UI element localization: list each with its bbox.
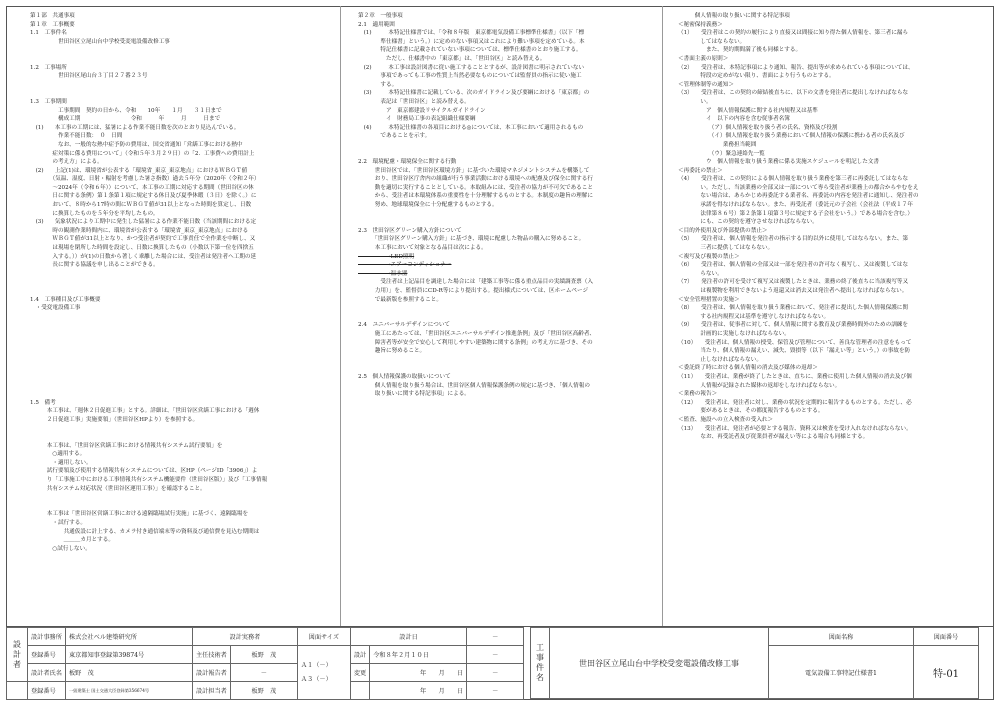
spec-column-1	[30, 12, 326, 622]
spec-line: 世田谷区尾山台３丁目２７番２３号	[30, 73, 148, 80]
spec-line: ＜書面主義の原則＞	[678, 55, 729, 62]
spec-line: 構成工期 令和 年 月 日まで	[30, 116, 221, 123]
spec-line: （ア）個人情報を取り扱う者の氏名、資格及び役割	[678, 124, 838, 131]
designer-label: 設計者	[7, 628, 28, 682]
reg-label: 登録番号	[28, 646, 66, 664]
spec-line: おり、世田谷区庁舎内の組織が行う事業活動における環境への配慮及び保全に関する行	[358, 176, 593, 183]
spec-line: ・適用しない。	[30, 459, 92, 466]
spec-line	[358, 141, 648, 150]
spec-line: （5） 受注者は、個人情報を発注者の指示する目的以外に使用してはならない。また、第	[678, 236, 909, 243]
spec-line	[358, 364, 648, 373]
spec-line: 当たり、個人情報の漏えい、減失、毀損等（以下「漏えい等」という。）の事故を防	[678, 348, 911, 355]
spec-line: →温水器	[358, 270, 408, 277]
spec-line	[30, 373, 326, 382]
spec-line: 1.4 工事種目及び工事概要	[30, 296, 101, 303]
spec-line: ＿＿＿カ月とする。	[30, 537, 114, 544]
spec-line: に換算したものを５年分を平均したもの。	[30, 210, 159, 217]
spec-line: 本工事において対象となる品目は次による。	[358, 245, 487, 252]
spec-line: ・試行する。	[30, 520, 86, 527]
spec-line	[30, 347, 326, 356]
spec-line: 作業不能日数： ０ 日間	[30, 133, 123, 140]
spec-column-3	[678, 12, 976, 622]
spec-line: ＜管理体制等の通知＞	[678, 81, 734, 88]
spec-line: （12） 受注者は、発注者に対し、業務の状況を定期的に報告するものとする。ただし、必	[678, 399, 912, 406]
spec-line: 業務担当範囲	[678, 141, 757, 148]
spec-line: は現場を閉所した時間を設定し、日数に換算したもの（小数以下第一位を四捨五	[30, 245, 254, 252]
design-date: 令和８年２月１０日	[370, 646, 467, 664]
spec-line: 特記仕様書に記載されていない事項については、標準仕様書のとおり施工する。	[358, 47, 582, 54]
blank-dash: －	[467, 682, 524, 700]
drawing-name: 電気設備工事特記仕様書1	[769, 646, 914, 699]
spec-line: なお、一般的な熱中症予防の費用は、国交省通知「営繕工事における熱中	[30, 141, 243, 148]
spec-line: 個人情報を取り扱う場合は、世田谷区個人情報保護条例の規定に基づき、「個人情報の	[358, 382, 590, 389]
spec-line: イ 以下の内容を含む従事者名簿	[678, 116, 790, 123]
spec-line: なお、再受託者及び従業員者が漏えい等による場合も同様とする。	[678, 434, 869, 441]
designer-name-label: 設計者氏名	[28, 664, 66, 682]
spec-line	[358, 210, 648, 219]
spec-line: 動を適切に実行することとしている。本取組みには、受注者の協力が不可欠であること	[358, 184, 593, 191]
change-label: 変更	[350, 664, 369, 682]
date-header: 設計日	[350, 628, 466, 646]
work-name: 世田谷区立尾山台中学校受変電設備改修工事	[550, 628, 769, 699]
spec-line: （7） 発注者の許可を受けて複写又は複製したときは、業務の終了後直ちに当該複写等又	[678, 279, 909, 286]
spec-line: 施工にあたっては、「世田谷区ユニバーサルデザイン推進条例」及び「世田谷区高齢者、	[358, 330, 596, 337]
spec-line: 本工事は、「世田谷区営繕工事における情報共有システム試行要領」を	[30, 442, 223, 449]
spec-line: は複製物を利用できないよう返還又は消去又は発注者へ提出しなければならない。	[678, 288, 908, 294]
owner-name: －	[230, 664, 297, 682]
design-label: 設計	[350, 646, 369, 664]
spec-line: イ 財務局工事の表記組織仕様要綱	[358, 116, 476, 123]
spec-line: （9） 受注者は、従事者に対して、個人情報に関する教育及び業務時間外のための訓練を	[678, 322, 908, 329]
spec-line	[358, 304, 648, 313]
spec-line: 努め、地球環境保全に十分配慮するものとする。	[358, 202, 498, 209]
spec-line: から、受注者は本環境体系の重要性を十分理解するものとする。本制度の趣旨の理解に	[358, 193, 593, 200]
drawing-no: 特-01	[914, 646, 979, 699]
spec-line: 1.1 工事件名	[30, 30, 67, 37]
spec-line: ＜秘密保持義務＞	[678, 21, 723, 28]
spec-line	[30, 278, 326, 287]
spec-line: →LED照明	[358, 253, 415, 260]
owner-label: 設計報告者	[192, 664, 230, 682]
spec-line	[30, 382, 326, 391]
spec-line	[358, 218, 648, 227]
spec-line: 長に関する協議を申し出ることができる。	[30, 262, 159, 269]
spec-line: で最新版を参照すること。	[358, 296, 442, 303]
spec-line	[30, 493, 326, 502]
spec-line: ＷＢＧＴ値が31以上となり、かつ受注者が契約で工事責任で全作業を中断し、又	[30, 236, 256, 243]
designer-table	[6, 627, 524, 700]
change-dash: －	[467, 664, 524, 682]
spec-line	[30, 321, 326, 330]
spec-line: 1.3 工事期間	[30, 98, 67, 105]
spec-line: ただし、仕様書中の「東京都」は、「世田谷区」と読み替える。	[358, 55, 546, 62]
reg2-label: 登録番号	[28, 682, 66, 700]
drawing-name-label: 図面名称	[769, 628, 914, 646]
spec-line	[30, 364, 326, 373]
spec-line: 事項であっても工事の性質上当然必要なものについては監督員の指示に従い施工	[358, 73, 582, 80]
spec-line: 本工事は「世田谷区営繕工事における遠隔臨場試行実施」に基づく、遠隔臨場を	[30, 511, 249, 518]
spec-column-2	[358, 12, 648, 622]
spec-line: ・受変電設備工事	[30, 305, 81, 312]
spec-line: （6） 受注者は、個人情報の全部又は一部を発注者の許可なく複写し、又は複製してはな	[678, 262, 909, 269]
spec-line: 工事期間 契約の日から、令和 10年 １月 ３１日まで	[30, 107, 222, 114]
spec-line: 計画的に実施しなければならない。	[678, 330, 790, 337]
work-table	[530, 627, 979, 699]
spec-line: ＜安全管理措置の実施＞	[678, 296, 740, 303]
spec-line: してはならない。	[678, 38, 746, 45]
spec-line: 力用）」を、監督員にCD-R等により提出する。提出様式については、区ホームページ	[358, 288, 589, 294]
spec-line: り「工事施工中における工事情報共有システム機能要件（世田谷区版）」及び「工事情報	[30, 477, 268, 484]
spec-line: 時の観測作業時間内に、環境省が公表する「環境省_東京_東京地点」における	[30, 227, 249, 234]
chief-label: 主任技術者	[192, 646, 230, 664]
spec-line: また、契約期間満了後も同様とする。	[678, 47, 802, 54]
spec-line	[30, 89, 326, 98]
spec-line: 取り扱いに関する特記事項」による。	[358, 391, 470, 398]
spec-line: 2.5 個人情報保護の取扱いについて	[358, 373, 451, 380]
spec-line	[30, 81, 326, 90]
size-a3: Ａ３（－）	[300, 675, 332, 683]
spec-line: おいて、８時から17時の間にＷＢＧＴ値が31以上となった時間を算定し、日数	[30, 202, 252, 209]
spec-line: ２日促進工事」実施要領」（世田谷区HPより）を参照する。	[30, 416, 199, 423]
spec-line: する。	[358, 81, 398, 88]
change-date: 年 月 日	[370, 664, 467, 682]
spec-line: (3) 気象状況により工期中に発生した猛暑による作業不能日数（当該期間における定	[30, 219, 257, 226]
spec-line	[358, 150, 648, 159]
spec-line: 止しなければならない。	[678, 356, 762, 363]
spec-line: （4） 受注者は、この契約による個人情報を取り扱う業務を第三者に再委託してはならな	[678, 176, 909, 183]
spec-line: 第２章 一般事項	[358, 13, 403, 19]
spec-line: ア 個人情報保護に関する社内規程又は基準	[678, 107, 818, 114]
spec-line	[358, 313, 648, 322]
spec-line: (3) 本特記仕様書に記載している、次のガイドライン及び要綱における「東京都」の	[358, 90, 590, 97]
date-header-value: －	[467, 628, 524, 646]
spec-line: 人情報が記録された媒体の返却をしなければならない。	[678, 382, 841, 389]
title-block	[6, 626, 994, 701]
reg-no: 東京都知事登録第39874号	[65, 646, 192, 664]
spec-line: (1) 本特記仕様書では、「令和８年版 東京都電気設備工事標準仕様書」（以下「標	[358, 30, 585, 37]
designer-name: 板野 茂	[65, 664, 192, 682]
spec-line: にも、この契約を遵守させなければならない。	[678, 219, 818, 226]
spec-line	[30, 287, 326, 296]
spec-line: （2） 受注者は、本特記事項により通知、報告、提出等が求められている事項については、	[678, 64, 914, 71]
spec-line: 1.5 備考	[30, 399, 56, 406]
spec-line: （13） 受注者は、発注者が必要とする報告、資料又は検査を受け入れなければならない。	[678, 425, 912, 432]
spec-line: 症対策に係る費用について」（令和５年３月２９日）の「2．工事費への費用計上	[30, 150, 255, 157]
size-header: 図面サイズ	[297, 628, 350, 646]
spec-line	[30, 46, 326, 55]
spec-line: ＜目的外使用及び外部提供の禁止＞	[678, 227, 768, 234]
spec-line: 本工事は、「週休２日促進工事」とする。詳細は、「世田谷区営繕工事における「週休	[30, 408, 260, 415]
charge-name: 板野 茂	[230, 682, 297, 700]
spec-line: 要があるときは、その都度報告するものとする。	[678, 408, 824, 415]
spec-line: （8） 受注者は、個人情報を取り扱う業務において、発注者に提出した個人情報保護に関	[678, 305, 908, 312]
spec-line: 準仕様書」という。）に定めのない事項又はこれにより難い事項を定めている。本	[358, 38, 585, 45]
spec-line: （イ）個人情報を取り扱う業務において個人情報の保護に携わる者の氏名及び	[678, 133, 905, 140]
spec-line: 日に関する条例）第１条第１項に規定する休日及び夏季休暇（３日）を除く。）に	[30, 193, 257, 200]
spec-line: ＜複写及び複製の禁止＞	[678, 253, 740, 260]
spec-line: （10） 受注者は、個人情報の授受、保管及び管理について、善良な管理者の注意をもって	[678, 339, 912, 346]
spec-line: （11） 受注者は、業務が終了したときは、直ちに、業務に使用した個人情報の消去及び個	[678, 373, 912, 380]
spec-line: ＜再委託の禁止＞	[678, 167, 723, 174]
spec-line: 2.2 環境配慮・環境保全に関する行動	[358, 159, 457, 166]
spec-line: の考え方」による。	[30, 159, 103, 166]
spec-line: 試行要領及び使用する情報共有システムについては、区HP（ページID「3906」）よ	[30, 468, 258, 475]
spec-line: する社内規程又は基準を遵守しなければならない。	[678, 313, 830, 320]
spec-line: 第１章 工事概要	[30, 21, 75, 28]
spec-line: 個人情報の取り扱いに関する特記事項	[678, 13, 790, 19]
office-name: 株式会社ベル建築研究所	[65, 628, 192, 646]
spec-line: 受注者は上記品目を調達した場合には「建築工事等に係る重点品目の実績調査票（入	[358, 279, 593, 286]
spec-line: 世田谷区立尾山台中学校受変電設備改修工事	[30, 38, 170, 45]
drawing-no-label: 図面番号	[914, 628, 979, 646]
spec-line: ない場合は、あらかじめ再委託する業者名、再委託の内容を発注者に通知し、発注者の	[678, 193, 919, 200]
blank-date: 年 月 日	[370, 682, 467, 700]
spec-line: 承諾を得なければならない。また、再受託者（委託元の子会社（会社法（平成１７年	[678, 202, 913, 209]
spec-line: 共通仮設に計上する、カメラ付き通信端末等の資料及び通信費を見込む期間は	[30, 528, 260, 535]
spec-line: 入する。））が(1)の日数から著しく乖離した場合には、受注者は発注者へ工期の延	[30, 253, 257, 260]
spec-line: 2.1 適用範囲	[358, 21, 395, 28]
spec-line	[30, 425, 326, 434]
charge-label: 設計担当者	[192, 682, 230, 700]
spec-line: 法律第８６号）第２条第１項第３号に規定する子会社をいう。）である場合を含む。）	[678, 210, 913, 217]
spec-line: 趣旨に努めること。	[358, 348, 426, 355]
spec-line: い。	[678, 98, 712, 105]
spec-line: (1) 本工事の工期には、猛暑による作業不能日数を次のとおり見込んでいる。	[30, 124, 240, 131]
spec-line: ～2024年（令和６年））について、本工事の工期に対応する期間（世田谷区の休	[30, 184, 254, 191]
spec-line	[30, 502, 326, 511]
work-name-label: 工事件名	[531, 628, 550, 699]
spec-line: であることを示す。	[358, 133, 431, 140]
spec-line: い。ただし、当該業務の全部又は一部について専ら受注者が業務上の都合からやむをえ	[678, 184, 919, 191]
spec-line: ○試行しない。	[30, 545, 91, 552]
spec-line: 1.2 工事場所	[30, 64, 67, 71]
spec-line	[30, 270, 326, 279]
spec-line: 三者に提供してはならない。	[678, 245, 774, 252]
spec-line	[30, 390, 326, 399]
spec-line	[358, 356, 648, 365]
chief-name: 板野 茂	[230, 646, 297, 664]
spec-line	[30, 313, 326, 322]
design-dash: －	[467, 646, 524, 664]
office-label: 設計事務所	[28, 628, 66, 646]
spec-line: ＜業務の報告＞	[678, 391, 718, 398]
spec-line: （気温、湿度、日射・輻射を考慮した暑さ指数）過去５年分（2020年（令和２年）	[30, 176, 260, 183]
size-a1: Ａ１（－）	[300, 661, 332, 669]
spec-line: ○適用する。	[30, 451, 86, 458]
spec-line: ア 東京都建設リサイクルガイドライン	[358, 107, 486, 114]
size-cell	[297, 646, 350, 700]
spec-line: (4) 本特記仕様書の各項目における◎については、本工事において適用されるもの	[358, 124, 584, 131]
spec-line	[30, 433, 326, 442]
spec-line: 2.4 ユニバーサルデザインについて	[358, 322, 451, 329]
spec-line: 共有システム対応状況（世田谷区運用工事）」を確認すること。	[30, 485, 206, 492]
spec-line: (2) 本工事は設計図書に従い施工することとするが、設計図書に明示されていない	[358, 64, 585, 71]
column-divider	[662, 6, 663, 626]
spec-line	[30, 356, 326, 365]
spec-line: ＜委託終了時における個人情報の消去及び媒体の返却＞	[678, 365, 818, 372]
column-divider	[340, 6, 341, 626]
spec-line: ウ 個人情報を取り扱う業務に係る実施スケジュールを明記した文書	[678, 159, 880, 166]
spec-line	[30, 55, 326, 64]
spec-line: （ウ）緊急連絡先一覧	[678, 150, 765, 157]
spec-line: 特段の定めがない限り、書面により行うものとする。	[678, 73, 835, 80]
reg2-no: 一級建築士 国土交通大臣登録第356674号	[65, 682, 192, 700]
spec-line: らない。	[678, 270, 723, 277]
spec-line	[30, 339, 326, 348]
spec-line: （3） 受注者は、この契約の締結後直ちに、以下の文書を発注者に提出しなければならな	[678, 90, 909, 97]
spec-line: 世田谷区では、「世田谷区環境方針」に基づいた環境マネジメントシステムを構築して	[358, 167, 590, 174]
spec-line: 障害者等が安全で安心して利用しやすい建築物に関する条例」の考え方に基づき、その	[358, 339, 593, 346]
spec-line: 2.3 世田谷区グリーン購入方針について	[358, 227, 462, 234]
spec-line	[30, 330, 326, 339]
spec-line: （1） 受注者はこの契約の履行により直接又は間接に知り得た個人情報を、第三者に漏ら	[678, 30, 909, 37]
spec-line: (2) 上記(1)は、環境省が公表する「環境省_東京_東京地点」におけるＷＢＧＴ値	[30, 167, 248, 174]
staff-header: 設計実務者	[192, 628, 297, 646]
spec-line: 「世田谷区グリーン購入方針」に基づき、環境に配慮した物品の購入に努めること。	[358, 236, 585, 243]
spec-line: →エアーコンディショナー	[358, 262, 452, 269]
spec-line: ＜監査、施設への立入検査の受入れ＞	[678, 416, 774, 423]
spec-line: 表記は「世田谷区」と読み替える。	[358, 98, 470, 105]
spec-line: 第１部 共通事項	[30, 13, 75, 19]
